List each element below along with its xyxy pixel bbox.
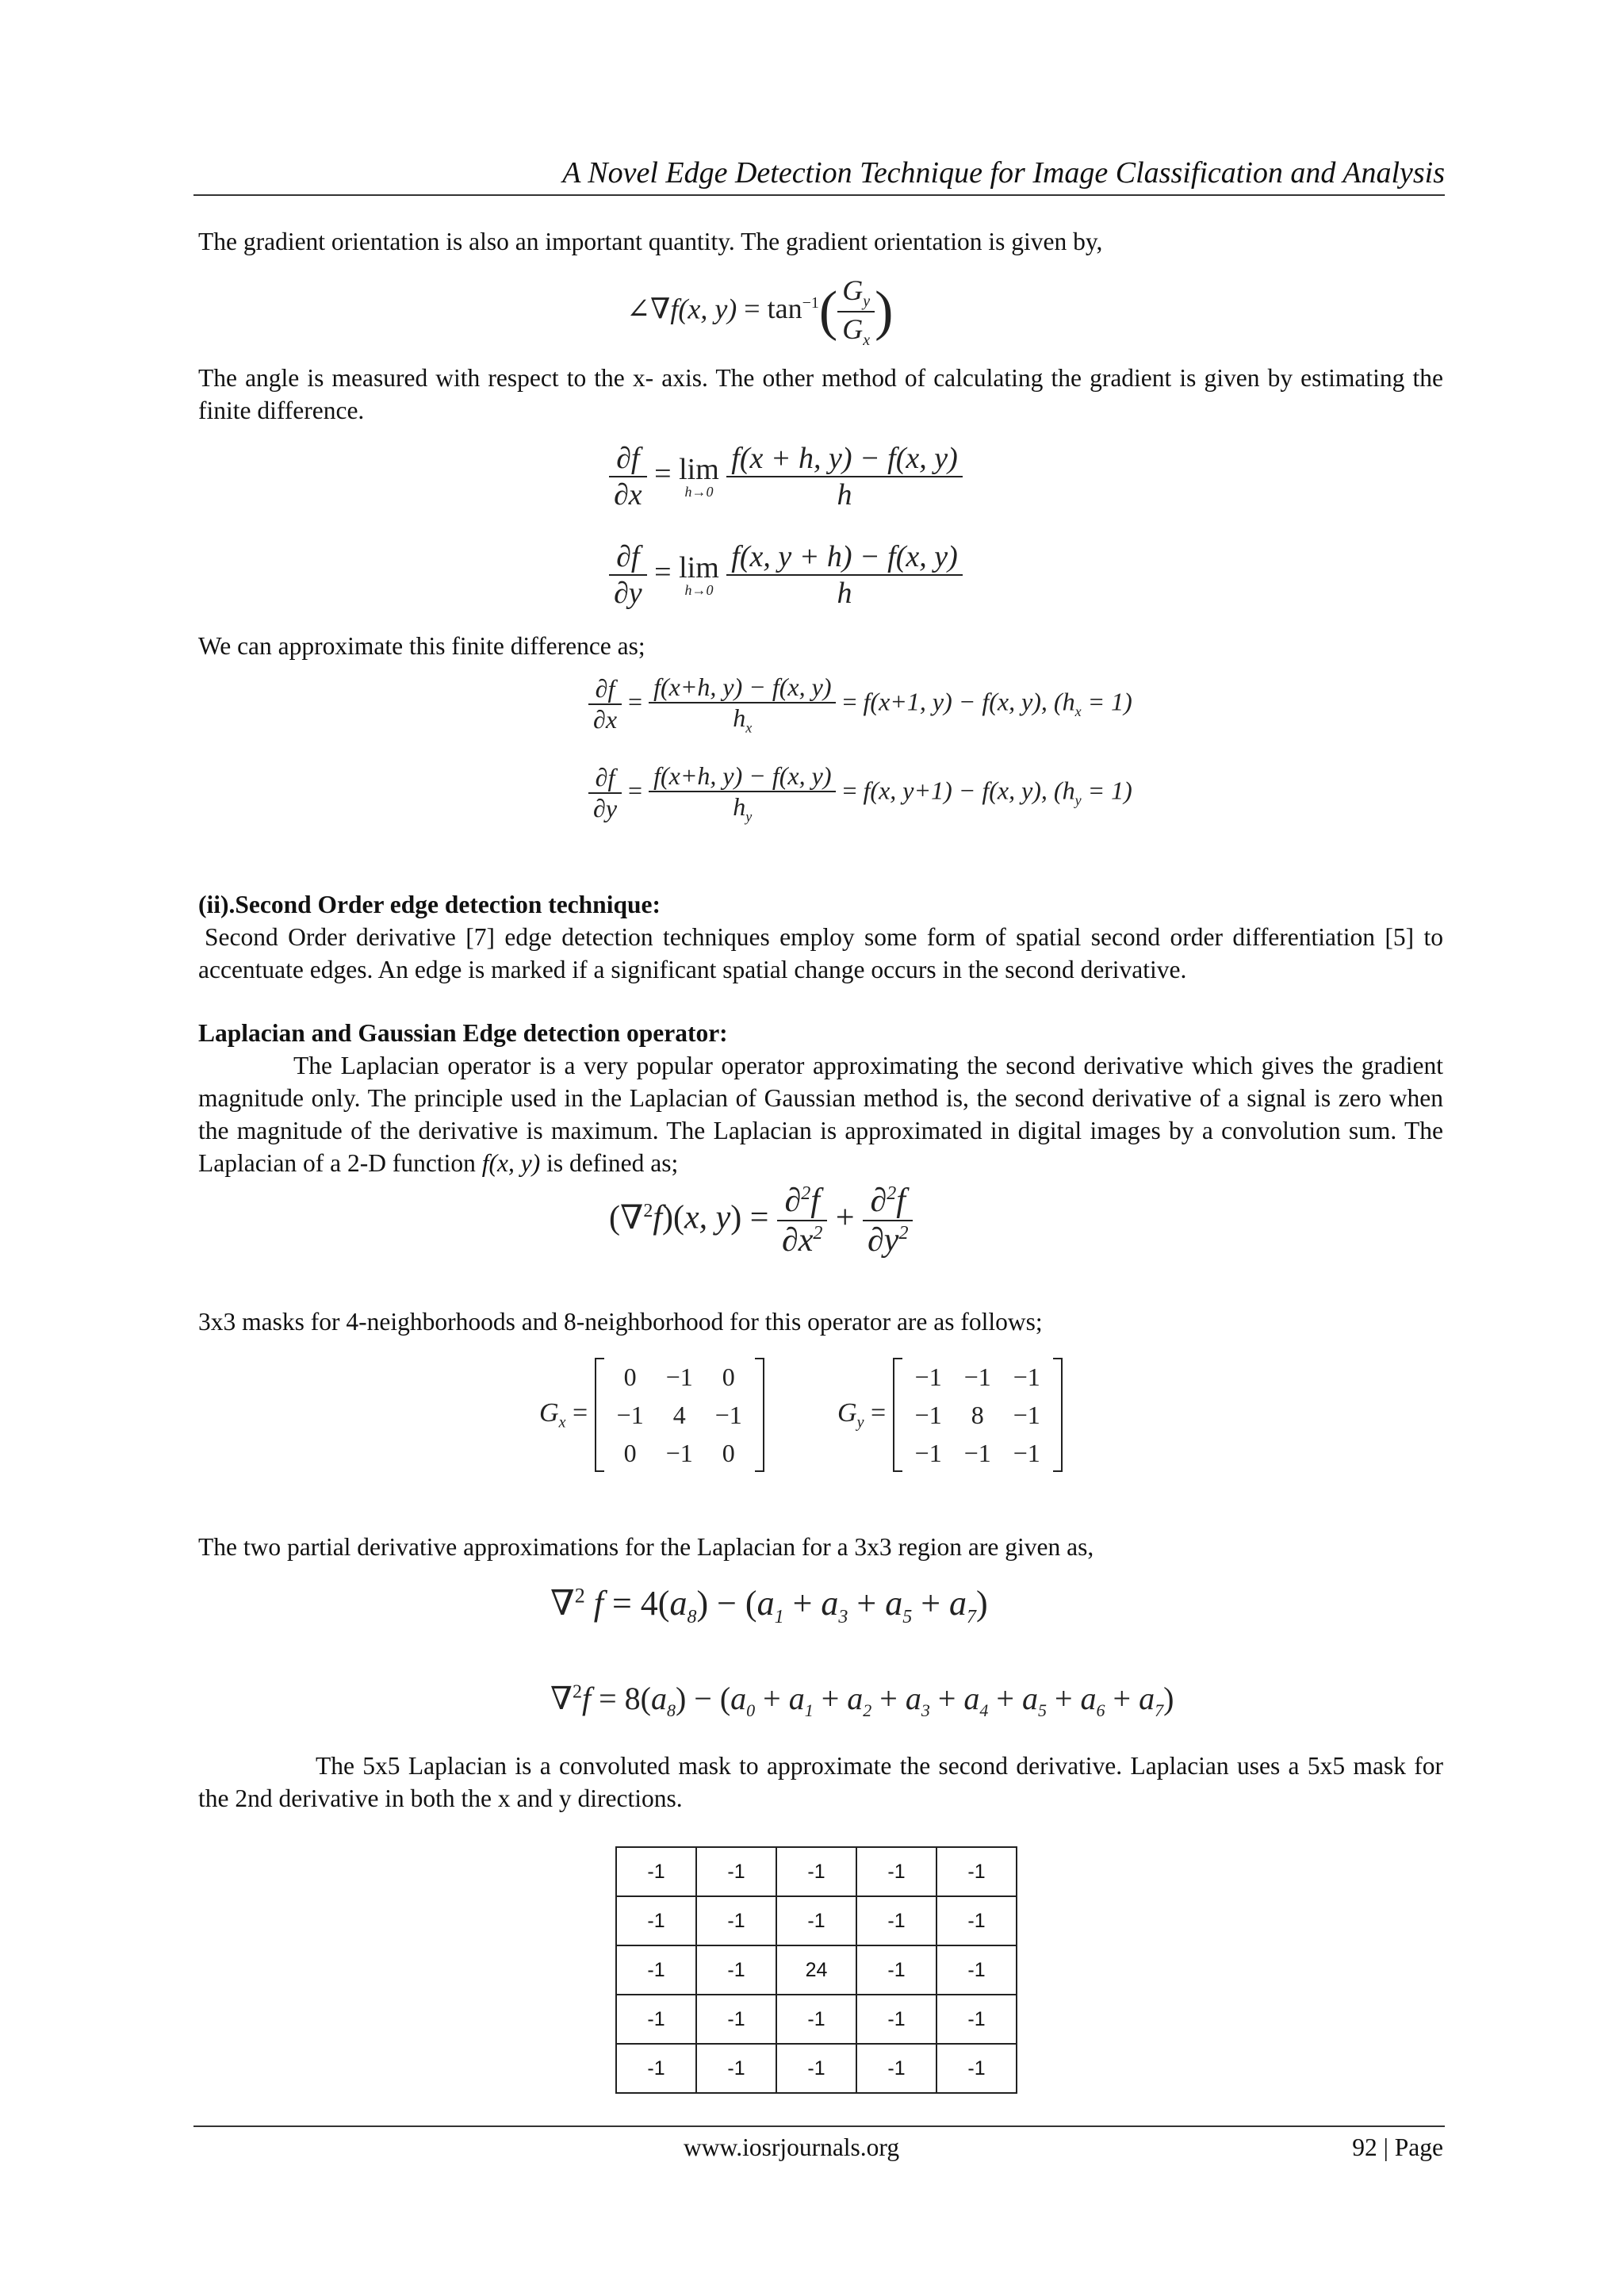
laplacian-fxy: f(x, y) xyxy=(481,1149,541,1177)
heading-second-order: (ii).Second Order edge detection technique: xyxy=(198,891,661,918)
mask-row xyxy=(616,1847,1017,1896)
mask-cell: -1 xyxy=(696,1995,776,2044)
paragraph-5x5: The 5x5 Laplacian is a convoluted mask to approximate the second derivative. Laplacian uses a 5x5 mask for the 2nd derivative in both the x and y directions. xyxy=(198,1752,1443,1812)
gy-matrix-table xyxy=(904,1358,1051,1472)
equation-approx-dy: $\frac{\partial f}{\partial y}$ = $\frac{f(x+h, y) - f(x, y)}{h_y}$ = f(x, y+1) − f(x, y), $(h_y = 1)$ xyxy=(588,761,1132,825)
equation-orientation: ∠∇f(x, $y) = \tan^{-1}$( $\frac{G_y}{G_x}$ ) xyxy=(626,274,894,350)
gx-matrix-cell: 0 xyxy=(623,1363,637,1391)
mask-row xyxy=(616,2044,1017,2093)
mask-cell: -1 xyxy=(616,1945,696,1995)
mask-cell: -1 xyxy=(616,1995,696,2044)
laplacian-text-b: is defined as; xyxy=(546,1149,679,1177)
paragraph-laplacian xyxy=(198,1049,1443,1179)
gy-matrix-cell: 8 xyxy=(971,1401,984,1429)
matrix-gx: $G_x$ = 0 −1 0 −1 4 −1 0 −1 0 xyxy=(539,1358,764,1472)
gy-matrix-cell: −1 xyxy=(1013,1401,1040,1429)
equation-approx-dx: $\frac{\partial f}{\partial x}$ = $\frac{f(x+h, y) - f(x, y)}{h_x}$ = f(x+1, y) − f(x, y), $(h_x = 1)$ xyxy=(588,673,1132,736)
gy-matrix-row xyxy=(904,1396,1051,1434)
mask-cell: -1 xyxy=(616,2044,696,2093)
paragraph-angle: The angle is measured with respect to the x- axis. The other method of calculating the gradient is given by estimating the finite difference. xyxy=(198,364,1443,424)
mask-cell: -1 xyxy=(856,1995,936,2044)
equation-laplacian-8: $\nabla^2f = 8(a_8) - (a_0 + a_1 + a_2 + a_3 + a_4 + a_5 + a_6 + a_7)$ xyxy=(550,1681,1174,1720)
mask-cell: -1 xyxy=(696,1847,776,1896)
gx-matrix-cell: −1 xyxy=(616,1401,644,1429)
equation-laplacian-def: (∇$^2$f)(x, y) = $\frac{\partial^2f}{\partial x^2}$ + $\frac{\partial^2f}{\partial y^2}$ xyxy=(609,1182,913,1259)
gy-matrix-row xyxy=(904,1434,1051,1472)
mask-cell: -1 xyxy=(616,1896,696,1945)
mask-cell: -1 xyxy=(776,1847,856,1896)
footer-rule xyxy=(193,2125,1445,2127)
mask-cell: -1 xyxy=(936,1896,1017,1945)
paragraph-masks: 3x3 masks for 4-neighborhoods and 8-neighborhood for this operator are as follows; xyxy=(198,1308,1043,1336)
mask-row xyxy=(616,1995,1017,2044)
mask-cell: -1 xyxy=(856,1896,936,1945)
mask-cell: -1 xyxy=(776,1995,856,2044)
gy-label: G xyxy=(837,1397,857,1428)
mask-cell: -1 xyxy=(936,2044,1017,2093)
gy-matrix-cell: −1 xyxy=(1013,1363,1040,1391)
gy-matrix-cell: −1 xyxy=(963,1363,991,1391)
running-header: A Novel Edge Detection Technique for Image Classification and Analysis xyxy=(562,156,1445,190)
paragraph-partial: The two partial derivative approximations for the Laplacian for a 3x3 region are given as, xyxy=(198,1533,1094,1561)
equation-laplacian-4: ∇$^2$ $f = 4(a_8) - (a_1 + a_3 + a_5 + a_7)$ xyxy=(550,1584,988,1627)
mask-cell: 24 xyxy=(776,1945,856,1995)
heading-laplacian: Laplacian and Gaussian Edge detection operator: xyxy=(198,1019,728,1047)
mask-cell: -1 xyxy=(856,1847,936,1896)
gx-matrix-row xyxy=(606,1358,753,1396)
gy-subscript: y xyxy=(856,1413,864,1432)
laplacian-text-a: The Laplacian operator is a very popular operator approximating the second derivative which gives the gradient magnitude only. The principle used in the Laplacian of Gaussian method is, the second derivative of a signal is zero when the magnitude of the derivative is maximum. The Laplacian is approximated in digital images by a convolution sum. The Laplacian of a 2-D function xyxy=(198,1052,1443,1177)
mask-cell: -1 xyxy=(936,1847,1017,1896)
mask-cell: -1 xyxy=(696,1945,776,1995)
gx-matrix-cell: −1 xyxy=(665,1439,693,1467)
gx-subscript: x xyxy=(558,1413,566,1432)
equation-finite-dy: $\frac{\partial f}{\partial y}$ = lim h→0 $\frac{f(x, y + h) - f(x, y)}{h}$ xyxy=(609,539,963,611)
mask-cell: -1 xyxy=(696,1896,776,1945)
mask-5x5-table xyxy=(615,1846,1017,2094)
gx-matrix-cell: 0 xyxy=(623,1439,637,1467)
gx-matrix-cell: 0 xyxy=(722,1439,735,1467)
gx-matrix-cell: 0 xyxy=(722,1363,735,1391)
gx-label: G xyxy=(539,1397,559,1428)
mask-cell: -1 xyxy=(936,1995,1017,2044)
paragraph-approx: We can approximate this finite difference as; xyxy=(198,632,645,660)
footer-page-number: 92 | Page xyxy=(1352,2133,1443,2161)
gx-matrix-cell: −1 xyxy=(714,1401,742,1429)
gx-matrix-row xyxy=(606,1396,753,1434)
mask-row xyxy=(616,1945,1017,1995)
footer-website: www.iosrjournals.org xyxy=(684,2133,900,2161)
paragraph-orientation: The gradient orientation is also an important quantity. The gradient orientation is given by, xyxy=(198,228,1103,255)
gy-matrix-cell: −1 xyxy=(914,1363,942,1391)
gx-matrix-table xyxy=(606,1358,753,1472)
mask-cell: -1 xyxy=(776,1896,856,1945)
gy-matrix-cell: −1 xyxy=(914,1401,942,1429)
mask-cell: -1 xyxy=(936,1945,1017,1995)
gy-matrix-cell: −1 xyxy=(914,1439,942,1467)
mask-cell: -1 xyxy=(776,2044,856,2093)
gx-matrix-cell: −1 xyxy=(665,1363,693,1391)
mask-row xyxy=(616,1896,1017,1945)
paragraph-second-order: Second Order derivative [7] edge detection techniques employ some form of spatial second order differentiation [5] to accentuate edges. An edge is marked if a significant spatial change occurs in the second derivative. xyxy=(198,923,1443,983)
equation-finite-dx: $\frac{\partial f}{\partial x}$ = lim h→0 $\frac{f(x + h, y) - f(x, y)}{h}$ xyxy=(609,441,963,512)
mask-cell: -1 xyxy=(856,2044,936,2093)
mask-cell: -1 xyxy=(616,1847,696,1896)
header-rule xyxy=(193,194,1445,196)
gy-matrix-cell: −1 xyxy=(1013,1439,1040,1467)
mask-cell: -1 xyxy=(696,2044,776,2093)
gx-matrix-row xyxy=(606,1434,753,1472)
matrix-gy: $G_y$ = −1 −1 −1 −1 8 −1 −1 −1 −1 xyxy=(837,1358,1063,1472)
gy-matrix-row xyxy=(904,1358,1051,1396)
gx-matrix-cell: 4 xyxy=(672,1401,686,1429)
gy-matrix-cell: −1 xyxy=(963,1439,991,1467)
mask-cell: -1 xyxy=(856,1945,936,1995)
